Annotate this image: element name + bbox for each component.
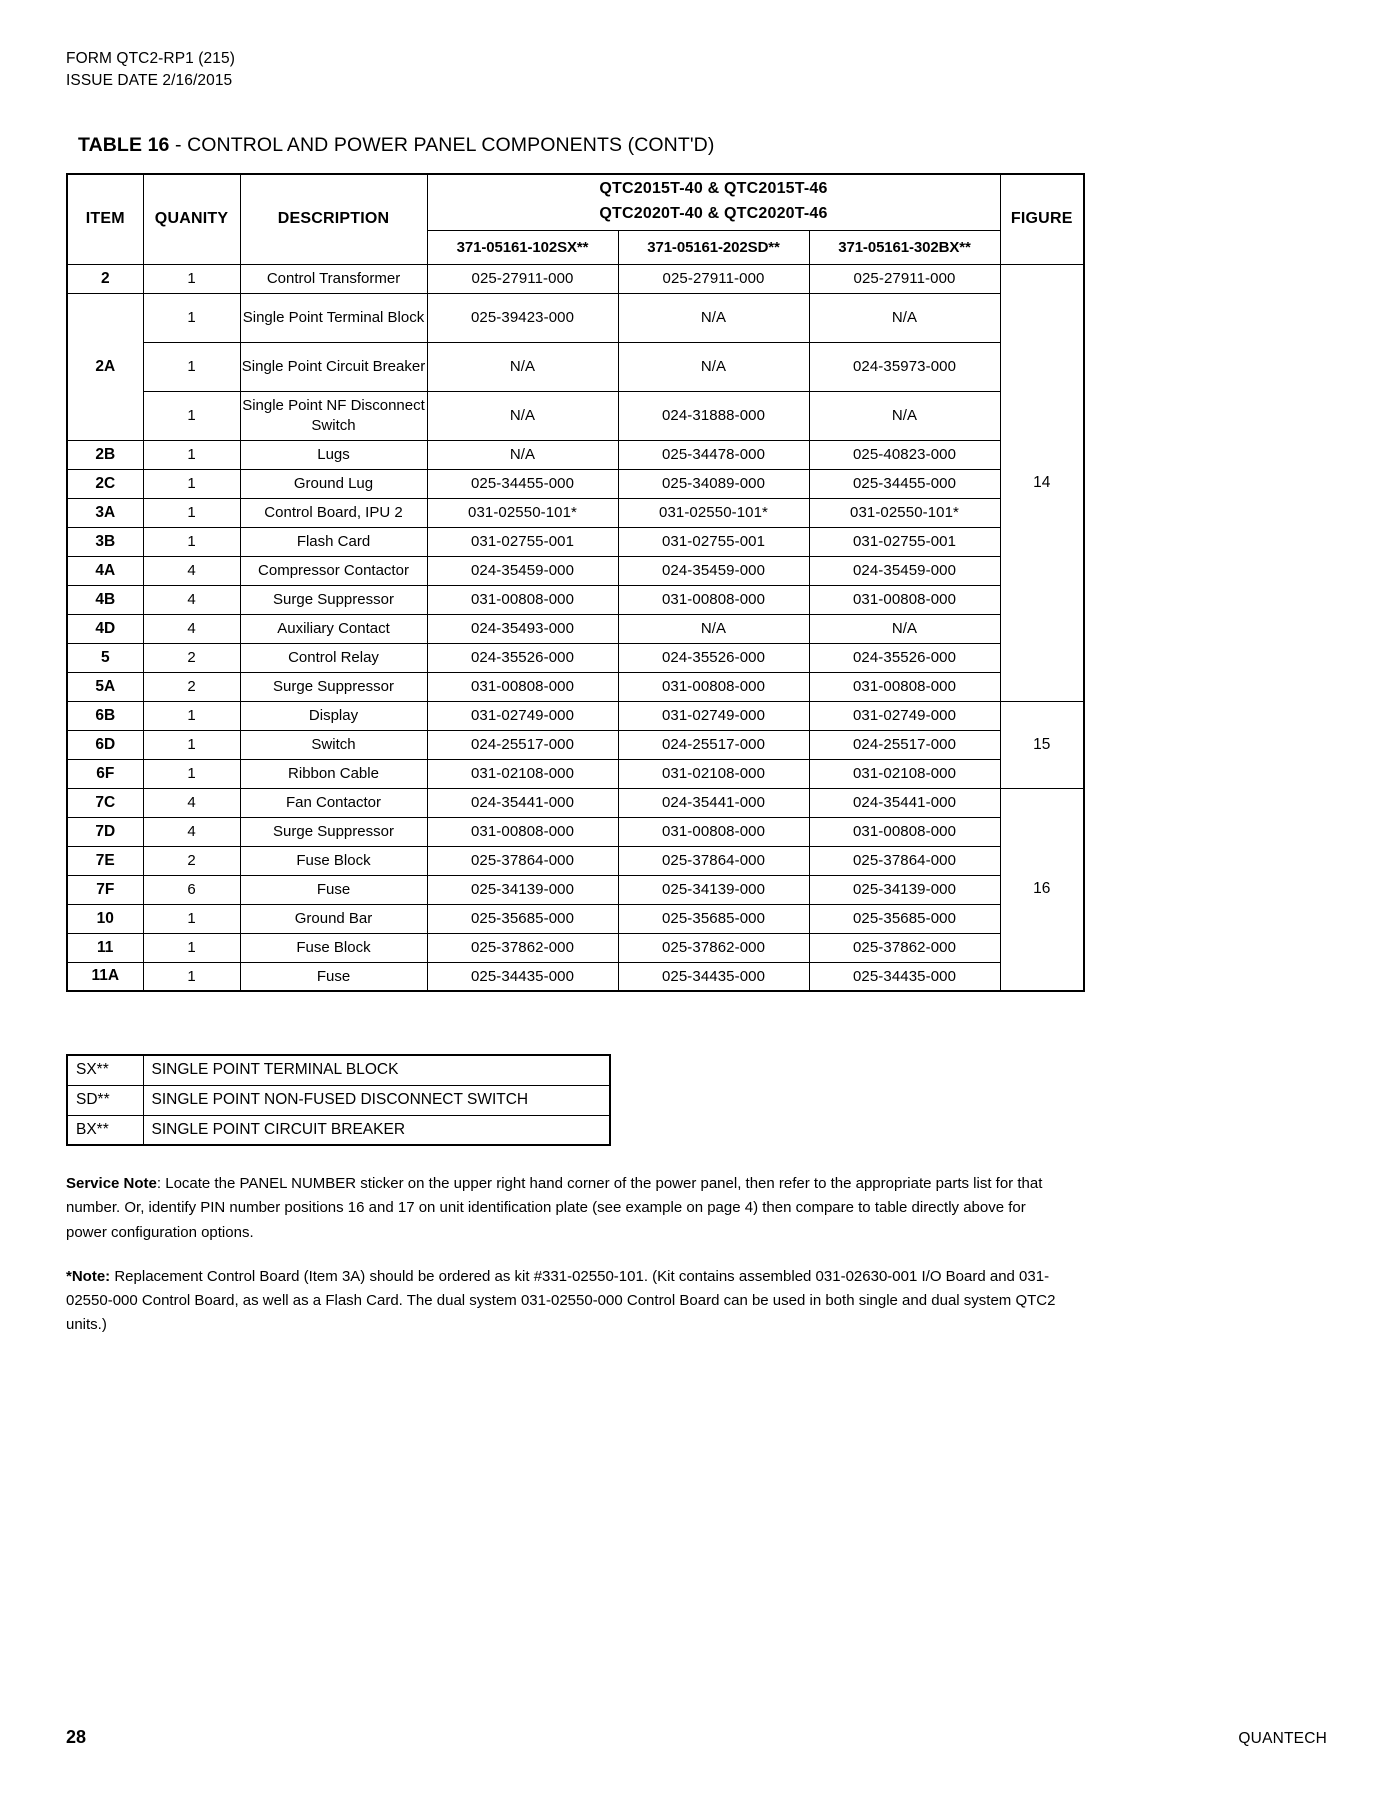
cell-quantity: 2 — [143, 643, 240, 672]
service-note-label: Service Note — [66, 1175, 157, 1192]
cell-part-number-sx: 025-34435-000 — [427, 962, 618, 991]
cell-part-number-sd: 024-35526-000 — [618, 643, 809, 672]
table-row — [67, 759, 1084, 788]
cell-part-number-sd: 031-00808-000 — [618, 672, 809, 701]
cell-part-number-bx: 025-34139-000 — [809, 875, 1000, 904]
table-row — [67, 701, 1084, 730]
cell-quantity: 1 — [143, 730, 240, 759]
table-row — [67, 875, 1084, 904]
table-row — [67, 817, 1084, 846]
page-number: 28 — [66, 1727, 87, 1747]
cell-part-number-bx: 024-35526-000 — [809, 643, 1000, 672]
cell-part-number-sd: N/A — [618, 342, 809, 391]
cell-part-number-bx: 025-37864-000 — [809, 846, 1000, 875]
cell-part-number-bx: 031-02749-000 — [809, 701, 1000, 730]
cell-description: Fuse Block — [240, 933, 427, 962]
cell-item: 11 — [67, 933, 143, 962]
cell-item: 7E — [67, 846, 143, 875]
cell-part-number-sd: 025-37862-000 — [618, 933, 809, 962]
table-row — [67, 643, 1084, 672]
cell-quantity: 4 — [143, 556, 240, 585]
parts-table-body — [67, 264, 1084, 991]
cell-part-number-bx: 025-34435-000 — [809, 962, 1000, 991]
cell-description: Single Point NF Disconnect Switch — [240, 391, 427, 440]
legend-code: SD** — [67, 1085, 143, 1115]
cell-part-number-sx: 024-35493-000 — [427, 614, 618, 643]
cell-description: Auxiliary Contact — [240, 614, 427, 643]
cell-part-number-sx: N/A — [427, 440, 618, 469]
col-header-pn-sx: 371-05161-102SX** — [427, 230, 618, 264]
table-row — [67, 933, 1084, 962]
cell-part-number-sd: 025-34435-000 — [618, 962, 809, 991]
cell-item: 2 — [67, 264, 143, 293]
cell-item: 2A — [67, 342, 143, 391]
cell-part-number-sx: 024-35526-000 — [427, 643, 618, 672]
cell-item: 6B — [67, 701, 143, 730]
cell-quantity: 1 — [143, 440, 240, 469]
cell-part-number-bx: N/A — [809, 614, 1000, 643]
legend-code: SX** — [67, 1055, 143, 1085]
cell-part-number-bx: 031-00808-000 — [809, 817, 1000, 846]
legend-meaning: SINGLE POINT TERMINAL BLOCK — [143, 1055, 610, 1085]
table-row — [67, 391, 1084, 440]
legend-meaning: SINGLE POINT CIRCUIT BREAKER — [143, 1115, 610, 1145]
table-row — [67, 293, 1084, 342]
model-group-line-2: QTC2020T-40 & QTC2020T-46 — [599, 205, 828, 223]
cell-quantity: 1 — [143, 498, 240, 527]
cell-description: Compressor Contactor — [240, 556, 427, 585]
cell-part-number-bx: 031-02550-101* — [809, 498, 1000, 527]
cell-description: Lugs — [240, 440, 427, 469]
cell-part-number-sx: N/A — [427, 391, 618, 440]
cell-quantity: 1 — [143, 342, 240, 391]
cell-description: Fuse Block — [240, 846, 427, 875]
cell-part-number-sd: 025-37864-000 — [618, 846, 809, 875]
cell-quantity: 1 — [143, 391, 240, 440]
cell-part-number-sd: 025-34139-000 — [618, 875, 809, 904]
table-row — [67, 614, 1084, 643]
cell-part-number-sx: 031-00808-000 — [427, 672, 618, 701]
cell-part-number-bx: 031-02755-001 — [809, 527, 1000, 556]
table-row — [67, 469, 1084, 498]
cell-part-number-bx: 031-00808-000 — [809, 585, 1000, 614]
cell-item — [67, 391, 143, 440]
cell-quantity: 4 — [143, 614, 240, 643]
cell-quantity: 1 — [143, 469, 240, 498]
cell-part-number-sd: 024-35459-000 — [618, 556, 809, 585]
cell-part-number-bx: 025-35685-000 — [809, 904, 1000, 933]
cell-quantity: 1 — [143, 759, 240, 788]
star-note — [66, 1265, 1056, 1338]
cell-part-number-sd: 031-00808-000 — [618, 817, 809, 846]
cell-part-number-bx: 031-00808-000 — [809, 672, 1000, 701]
form-number-line: FORM QTC2-RP1 (215) — [66, 50, 235, 67]
cell-item: 4A — [67, 556, 143, 585]
legend-row — [67, 1085, 610, 1115]
page-footer — [66, 1727, 1327, 1748]
cell-part-number-sx: 031-00808-000 — [427, 585, 618, 614]
cell-description: Ground Lug — [240, 469, 427, 498]
cell-part-number-bx: 025-34455-000 — [809, 469, 1000, 498]
cell-part-number-sd: 031-02108-000 — [618, 759, 809, 788]
cell-description: Surge Suppressor — [240, 672, 427, 701]
cell-item: 5A — [67, 672, 143, 701]
cell-part-number-sx: 031-02755-001 — [427, 527, 618, 556]
legend-table — [66, 1054, 611, 1146]
cell-part-number-sd: 031-02550-101* — [618, 498, 809, 527]
brand-name: QUANTECH — [1238, 1730, 1327, 1747]
cell-item: 4D — [67, 614, 143, 643]
cell-part-number-sx: 025-35685-000 — [427, 904, 618, 933]
legend-row — [67, 1055, 610, 1085]
col-header-item: ITEM — [67, 174, 143, 264]
cell-description: Ribbon Cable — [240, 759, 427, 788]
cell-part-number-bx: 024-35459-000 — [809, 556, 1000, 585]
cell-part-number-sd: 024-31888-000 — [618, 391, 809, 440]
table-header-row-main — [67, 174, 1084, 230]
cell-item: 3B — [67, 527, 143, 556]
cell-quantity: 2 — [143, 846, 240, 875]
cell-item: 7D — [67, 817, 143, 846]
model-group-line-1: QTC2015T-40 & QTC2015T-46 — [599, 180, 828, 198]
cell-part-number-sd: N/A — [618, 614, 809, 643]
cell-description: Control Board, IPU 2 — [240, 498, 427, 527]
document-header — [66, 48, 1327, 92]
cell-part-number-bx: 025-27911-000 — [809, 264, 1000, 293]
cell-description: Surge Suppressor — [240, 585, 427, 614]
table-row — [67, 264, 1084, 293]
col-header-quantity: QUANITY — [143, 174, 240, 264]
cell-part-number-sx: 024-25517-000 — [427, 730, 618, 759]
table-title-label: TABLE 16 — [78, 134, 170, 156]
cell-part-number-sd: 031-00808-000 — [618, 585, 809, 614]
cell-part-number-sx: 025-34139-000 — [427, 875, 618, 904]
cell-part-number-sd: 024-35441-000 — [618, 788, 809, 817]
cell-part-number-sd: 024-25517-000 — [618, 730, 809, 759]
cell-description: Surge Suppressor — [240, 817, 427, 846]
table-row — [67, 556, 1084, 585]
table-row — [67, 788, 1084, 817]
parts-table-head — [67, 174, 1084, 264]
cell-item — [67, 293, 143, 342]
cell-part-number-sd: 031-02749-000 — [618, 701, 809, 730]
parts-table-container — [66, 173, 1327, 992]
cell-part-number-bx: 031-02108-000 — [809, 759, 1000, 788]
col-header-model-group — [427, 174, 1000, 230]
star-note-text: Replacement Control Board (Item 3A) should be ordered as kit #331-02550-101. (Kit contains assembled 031-02630-001 I/O Board and 031-02550-000 Control Board, as well as a Flash Card. The dual system 031-02550-000 Control Board can be used in both single and dual system QTC2 units.) — [66, 1267, 1056, 1334]
cell-part-number-bx: 024-25517-000 — [809, 730, 1000, 759]
cell-part-number-sx: 031-02550-101* — [427, 498, 618, 527]
issue-date-line: ISSUE DATE 2/16/2015 — [66, 72, 233, 89]
cell-item: 3A — [67, 498, 143, 527]
cell-quantity: 1 — [143, 962, 240, 991]
cell-part-number-bx: N/A — [809, 391, 1000, 440]
table-title-rest: - CONTROL AND POWER PANEL COMPONENTS (CONT'D) — [169, 134, 715, 156]
cell-item: 6F — [67, 759, 143, 788]
table-row — [67, 962, 1084, 991]
cell-figure: 15 — [1000, 701, 1084, 788]
cell-part-number-sx: 024-35441-000 — [427, 788, 618, 817]
table-title — [78, 134, 1327, 157]
cell-item: 5 — [67, 643, 143, 672]
col-header-figure: FIGURE — [1000, 174, 1084, 264]
cell-item: 7C — [67, 788, 143, 817]
table-row — [67, 846, 1084, 875]
cell-description: Fuse — [240, 875, 427, 904]
service-note — [66, 1172, 1056, 1245]
cell-part-number-bx: 024-35441-000 — [809, 788, 1000, 817]
cell-part-number-bx: 025-40823-000 — [809, 440, 1000, 469]
cell-description: Fuse — [240, 962, 427, 991]
cell-part-number-sx: 025-37864-000 — [427, 846, 618, 875]
cell-quantity: 1 — [143, 701, 240, 730]
cell-item: 4B — [67, 585, 143, 614]
table-row — [67, 440, 1084, 469]
cell-part-number-sd: N/A — [618, 293, 809, 342]
star-note-label: *Note: — [66, 1267, 111, 1285]
table-row — [67, 527, 1084, 556]
legend-meaning: SINGLE POINT NON-FUSED DISCONNECT SWITCH — [143, 1085, 610, 1115]
table-row — [67, 904, 1084, 933]
cell-part-number-sd: 025-35685-000 — [618, 904, 809, 933]
cell-part-number-sd: 025-27911-000 — [618, 264, 809, 293]
cell-part-number-sd: 025-34089-000 — [618, 469, 809, 498]
cell-quantity: 2 — [143, 672, 240, 701]
table-row — [67, 585, 1084, 614]
cell-part-number-bx: 025-37862-000 — [809, 933, 1000, 962]
cell-item: 11A — [67, 962, 143, 991]
service-note-text: : Locate the PANEL NUMBER sticker on the upper right hand corner of the power panel, then refer to the appropriate parts list for that number. Or, identify PIN number positions 16 and 17 on unit identification plate (see example on page 4) then compare to table directly above for power configuration options. — [66, 1175, 1043, 1241]
cell-quantity: 1 — [143, 527, 240, 556]
parts-table — [66, 173, 1085, 992]
cell-description: Ground Bar — [240, 904, 427, 933]
cell-description: Flash Card — [240, 527, 427, 556]
cell-quantity: 1 — [143, 293, 240, 342]
cell-description: Single Point Terminal Block — [240, 293, 427, 342]
cell-part-number-bx: 024-35973-000 — [809, 342, 1000, 391]
cell-part-number-sd: 031-02755-001 — [618, 527, 809, 556]
cell-part-number-sx: 031-02749-000 — [427, 701, 618, 730]
cell-quantity: 1 — [143, 904, 240, 933]
cell-quantity: 4 — [143, 817, 240, 846]
table-row — [67, 730, 1084, 759]
cell-item: 2B — [67, 440, 143, 469]
cell-quantity: 1 — [143, 933, 240, 962]
cell-item: 2C — [67, 469, 143, 498]
cell-item: 7F — [67, 875, 143, 904]
cell-description: Single Point Circuit Breaker — [240, 342, 427, 391]
cell-description: Switch — [240, 730, 427, 759]
cell-description: Control Relay — [240, 643, 427, 672]
cell-description: Control Transformer — [240, 264, 427, 293]
cell-part-number-sx: 025-27911-000 — [427, 264, 618, 293]
col-header-description: DESCRIPTION — [240, 174, 427, 264]
cell-quantity: 4 — [143, 788, 240, 817]
legend-table-body — [67, 1055, 610, 1145]
cell-part-number-sx: N/A — [427, 342, 618, 391]
legend-table-container — [66, 1054, 1327, 1146]
cell-item: 6D — [67, 730, 143, 759]
notes-section — [66, 1172, 1056, 1338]
cell-part-number-sx: 025-37862-000 — [427, 933, 618, 962]
legend-row — [67, 1115, 610, 1145]
cell-part-number-sx: 025-34455-000 — [427, 469, 618, 498]
cell-part-number-sd: 025-34478-000 — [618, 440, 809, 469]
legend-code: BX** — [67, 1115, 143, 1145]
cell-quantity: 6 — [143, 875, 240, 904]
cell-part-number-sx: 031-02108-000 — [427, 759, 618, 788]
cell-part-number-bx: N/A — [809, 293, 1000, 342]
table-row — [67, 342, 1084, 391]
col-header-pn-bx: 371-05161-302BX** — [809, 230, 1000, 264]
col-header-pn-sd: 371-05161-202SD** — [618, 230, 809, 264]
table-row — [67, 498, 1084, 527]
cell-part-number-sx: 031-00808-000 — [427, 817, 618, 846]
cell-figure: 16 — [1000, 788, 1084, 991]
cell-description: Display — [240, 701, 427, 730]
table-row — [67, 672, 1084, 701]
cell-figure: 14 — [1000, 264, 1084, 701]
cell-part-number-sx: 024-35459-000 — [427, 556, 618, 585]
cell-part-number-sx: 025-39423-000 — [427, 293, 618, 342]
cell-quantity: 1 — [143, 264, 240, 293]
cell-item: 10 — [67, 904, 143, 933]
cell-quantity: 4 — [143, 585, 240, 614]
cell-description: Fan Contactor — [240, 788, 427, 817]
